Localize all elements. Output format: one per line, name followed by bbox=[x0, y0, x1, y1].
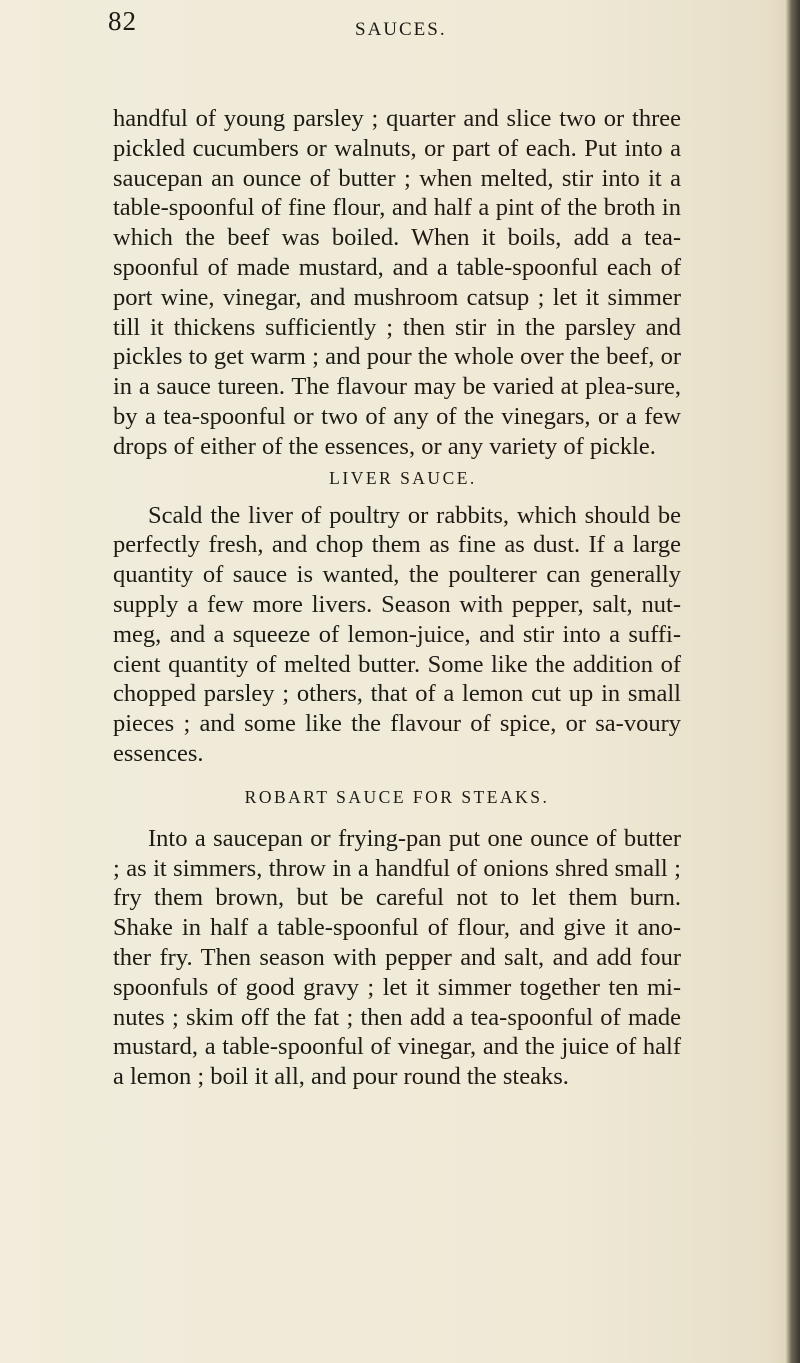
page-body bbox=[113, 104, 681, 1092]
running-head: SAUCES. bbox=[355, 19, 447, 40]
paragraph-continued: handful of young parsley ; quarter and slice two or three pickled cucumbers or walnuts, or part of each. Put into a saucepan an ounce of butter ; when melted, stir into it a table-spoonful of fine flour, and half a pint of the broth in which the beef was boiled. When it boils, add a tea-spoonful of made mustard, and a table-spoonful each of port wine, vinegar, and mushroom catsup ; let it simmer till it thickens sufficiently ; then stir in the parsley and pickles to get warm ; and pour the whole over the beef, or in a sauce tureen. The flavour may be varied at plea-sure, by a tea-spoonful or two of any of the vinegars, or a few drops of either of the essences, or any variety of pickle. bbox=[113, 105, 681, 460]
section-heading-liver-sauce: LIVER SAUCE. bbox=[329, 467, 477, 488]
paragraph-liver-sauce: Scald the liver of poultry or rabbits, which should be perfectly fresh, and chop them as fine as dust. If a large quantity of sauce is wanted, the poulterer can generally supply a few more livers. Season with pepper, salt, nut-meg, and a squeeze of lemon-juice, and stir into a suffi-cient quantity of melted butter. Some like the addition of chopped parsley ; others, that of a lemon cut up in small pieces ; and some like the flavour of spice, or sa-voury essences. bbox=[113, 501, 681, 767]
page-edge bbox=[786, 0, 800, 1363]
paragraph-robart-sauce: Into a saucepan or frying-pan put one ounce of butter ; as it simmers, throw in a handful of onions shred small ; fry them brown, but be careful not to let them burn. Shake in half a table-spoonful of flour, and give it ano-ther fry. Then season with pepper and salt, and add four spoonfuls of good gravy ; let it simmer together ten mi-nutes ; skim off the fat ; then add a tea-spoonful of made mustard, a table-spoonful of vinegar, and the juice of half a lemon ; boil it all, and pour round the steaks. bbox=[113, 824, 681, 1091]
section-heading-robart-sauce: ROBART SAUCE FOR STEAKS. bbox=[244, 786, 550, 807]
page-number: 82 bbox=[108, 6, 137, 36]
